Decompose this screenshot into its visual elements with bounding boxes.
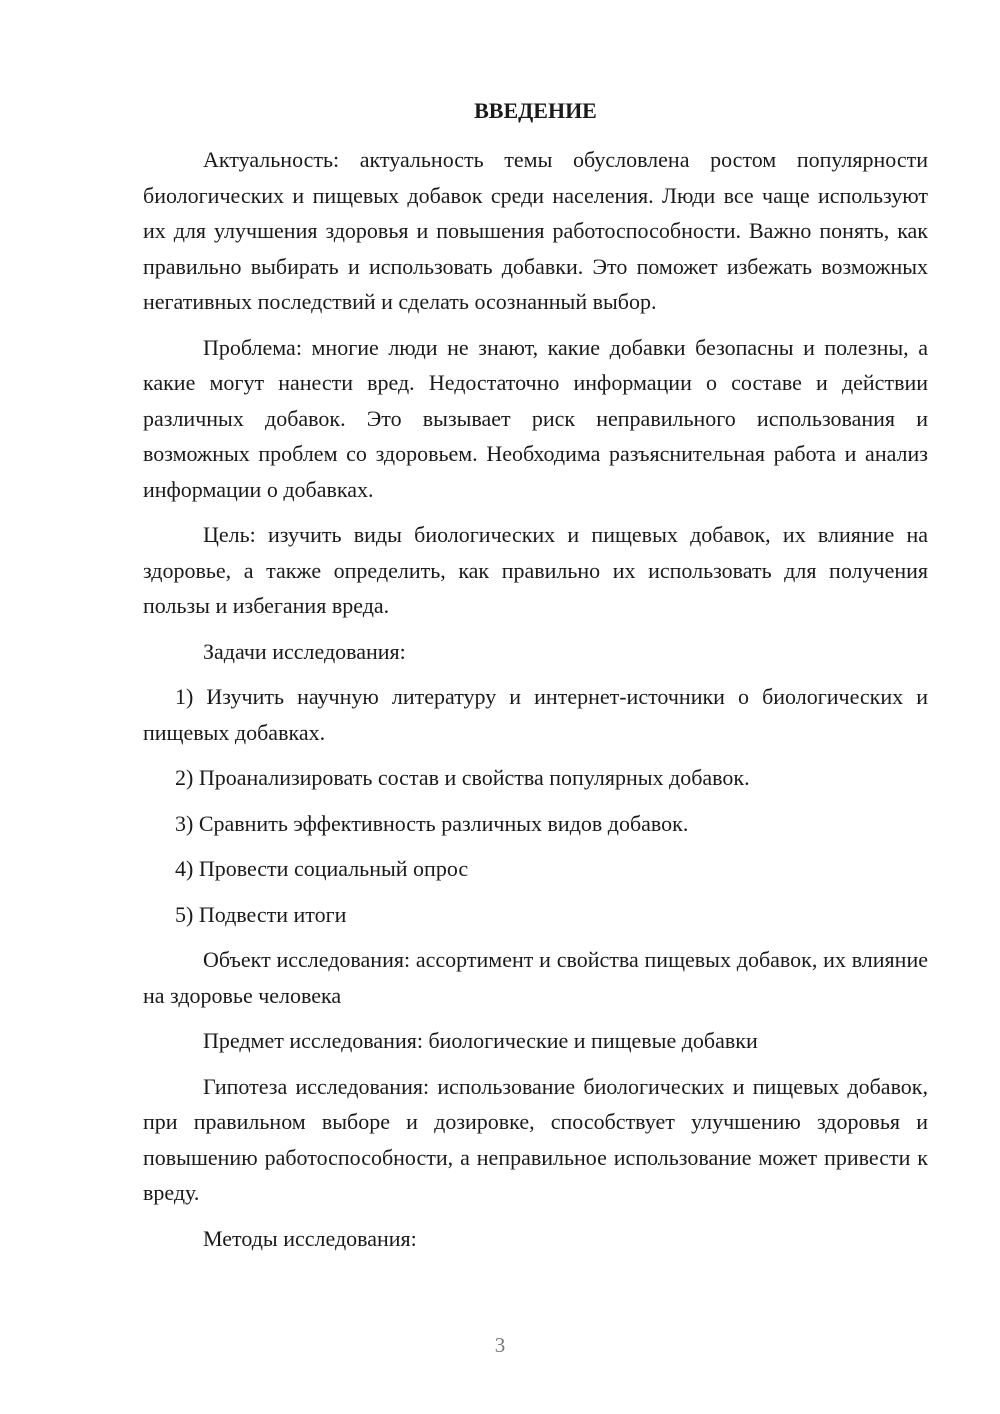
tasks-heading: Задачи исследования:	[203, 638, 406, 664]
methods-heading: Методы исследования:	[203, 1225, 417, 1251]
task-item-1: 1) Изучить научную литературу и интернет-источники о биологических и пищевых добавках.	[143, 684, 928, 745]
paragraph-problem: Проблема: многие люди не знают, какие добавки безопасны и полезны, а какие могут нанести вред. Недостаточно информации о составе и действии различных добавок. Это вызывает риск неправильного использования и возможных проблем со здоровьем. Необходима разъяснительная работа и анализ информации о добавках.	[143, 334, 928, 502]
paragraph-goal: Цель: изучить виды биологических и пищевых добавок, их влияние на здоровье, а также определить, как правильно их использовать для получения пользы и избегания вреда.	[143, 522, 928, 618]
paragraph-hypothesis: Гипотеза исследования: использование биологических и пищевых добавок, при правильном выборе и дозировке, способствует улучшению здоровья и повышению работоспособности, а неправильное использование может привести к вреду.	[143, 1073, 928, 1205]
document-title: ВВЕДЕНИЕ	[474, 98, 597, 123]
page-number: 3	[494, 1333, 506, 1357]
paragraph-subject: Предмет исследования: биологические и пищевые добавки	[203, 1028, 758, 1053]
task-item-3: 3) Сравнить эффективность различных видов добавок.	[175, 810, 689, 836]
document-page	[143, 96, 928, 1266]
task-item-2: 2) Проанализировать состав и свойства популярных добавок.	[175, 765, 750, 790]
paragraph-object: Объект исследования: ассортимент и свойства пищевых добавок, их влияние на здоровье человека	[143, 947, 928, 1008]
paragraph-relevance: Актуальность: актуальность темы обусловлена ростом популярности биологических и пищевых добавок среди населения. Люди все чаще используют их для улучшения здоровья и повышения работоспособности. Важно понять, как правильно выбирать и использовать добавки. Это поможет избежать возможных негативных последствий и сделать осознанный выбор.	[143, 147, 928, 314]
task-item-4: 4) Провести социальный опрос	[175, 856, 469, 881]
task-item-5: 5) Подвести итоги	[175, 901, 347, 927]
